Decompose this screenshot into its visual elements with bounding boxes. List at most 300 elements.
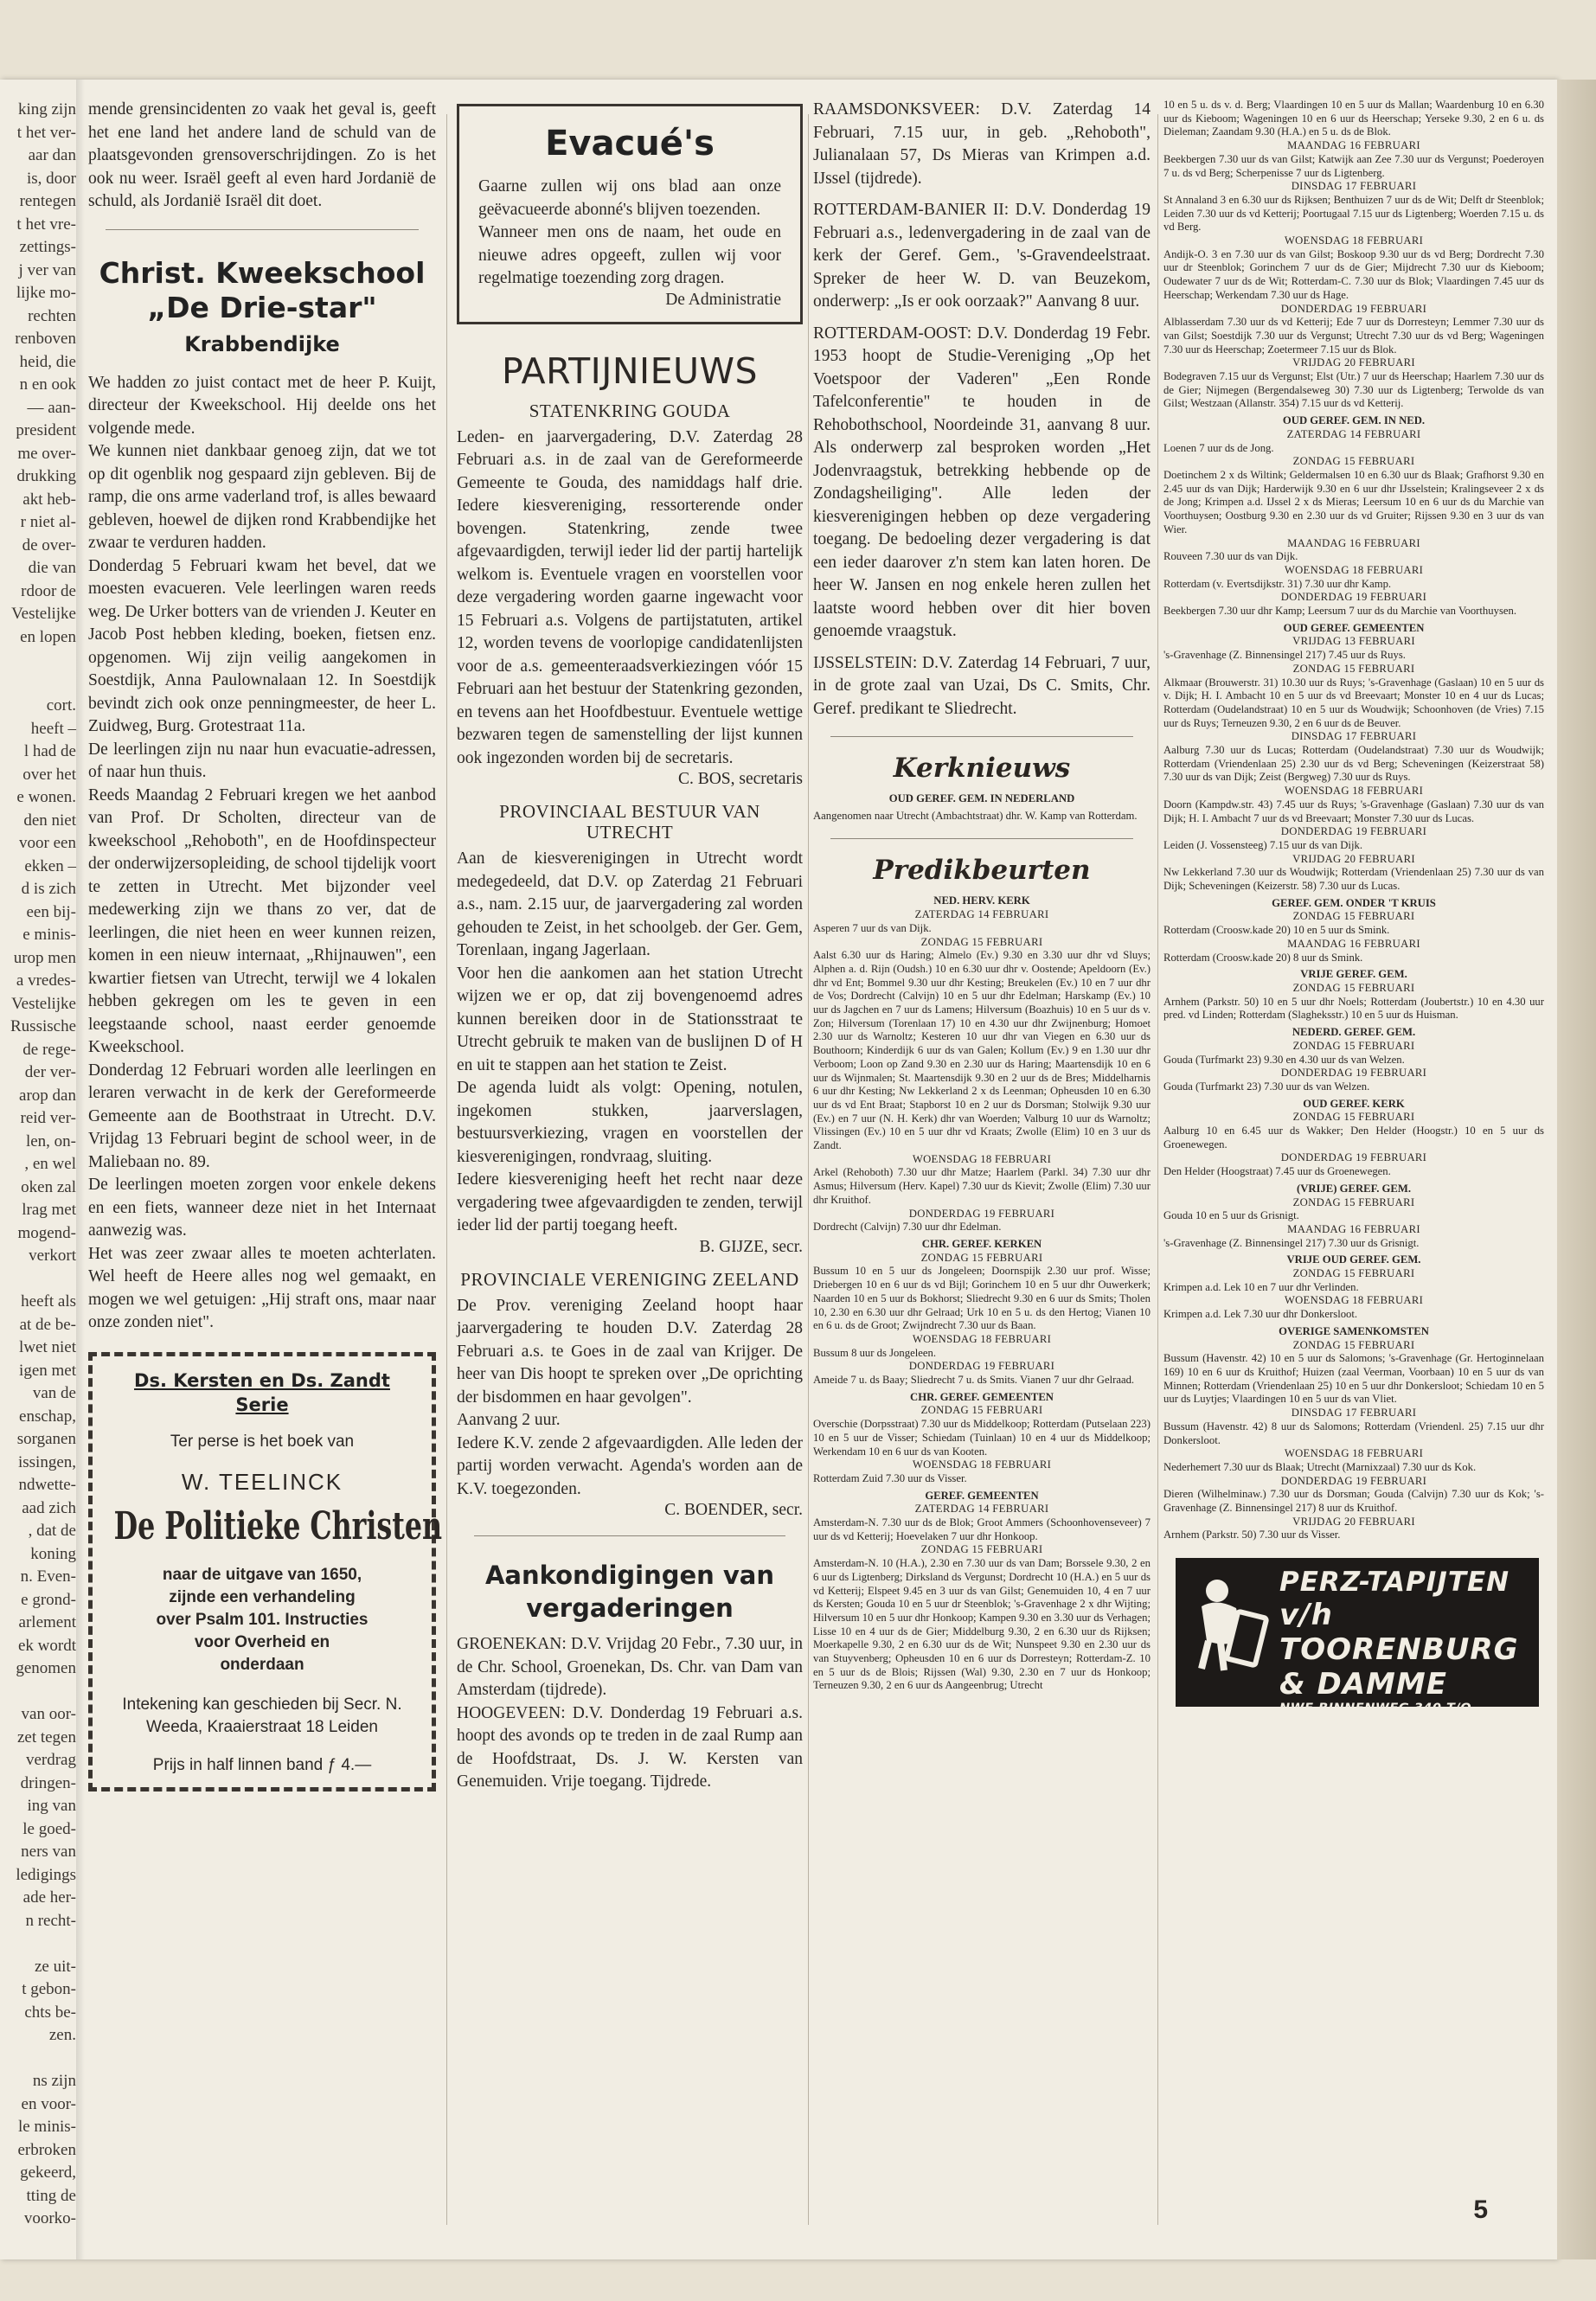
article-paragraph: Donderdag 5 Februari kwam het bevel, dat we moesten evacueren. Vele leerlingen waren reeds weg. De Urker botters van de vrienden J. Keuter en Jacob Post hebben kleding, boeken, fietsen enz. opgenomen. Wij zijn veilig aangekomen in Soestdijk, Anna Paulownalaan 12. In Soestdijk bevindt zich ook onze penningmeester, de heer L. Zuidweg, Burg. Grotestraat 11a. bbox=[88, 556, 436, 735]
fragment-line: ners van bbox=[21, 1843, 76, 1861]
day-heading: WOENSDAG 18 FEBRUARI bbox=[912, 1152, 1052, 1165]
service-block bbox=[813, 1153, 1151, 1208]
fragment-line: Russische bbox=[10, 1017, 76, 1035]
service-listing: 10 en 5 u. ds v. d. Berg; Vlaardingen 10 en 5 uur ds Mallan; Waardenburg 10 en 6.30 uur ds Kieboom; Wageningen 10 en 6 uur ds Heerschap; Yerseke 9.30, 2 en 6 u. ds Dieleman; Zaandam 9.30 (H.A.) en 5 u. ds de Blok. bbox=[1163, 99, 1544, 138]
service-listing: Aalburg 10 en 6.45 uur ds Wakker; Den Helder (Hoogstr.) 10 en 5 uur ds Groenewegen. bbox=[1163, 1125, 1544, 1150]
announcement-hoogeveen: HOOGEVEEN: D.V. Donderdag 19 Februari a.s. hoopt des avonds op te treden in de zaal Rump aan de Hoofdstraat, Ds. J. W. Kersten van Genemuiden. Vrije toegang. Tijdrede. bbox=[457, 1703, 803, 1791]
fragment-line: Vestelijke bbox=[11, 994, 76, 1013]
day-heading: VRIJDAG 20 FEBRUARI bbox=[1292, 1515, 1415, 1528]
ad-line-3: & DAMME bbox=[1279, 1667, 1447, 1702]
fragment-line: e grond- bbox=[21, 1590, 76, 1609]
day-heading: DONDERDAG 19 FEBRUARI bbox=[1280, 825, 1427, 838]
fragment-line: verdrag bbox=[25, 1751, 76, 1769]
service-block bbox=[1163, 455, 1544, 536]
denomination-heading: (VRIJE) GEREF. GEM. bbox=[1296, 1182, 1412, 1195]
fragment-line: ledigings bbox=[16, 1865, 76, 1884]
service-block bbox=[1163, 564, 1544, 591]
fragment-line: erbroken bbox=[17, 2140, 76, 2159]
service-listing: Bussum (Havenstr. 42) 8 uur ds Salomons; Rotterdam (Vriendenl. 25) 7.15 uur dhr Donkersloot. bbox=[1163, 1420, 1544, 1446]
article-paragraph: We hadden zo juist contact met de heer P. Kuijt, directeur der Kweekschool. Hij deelde ons het volgende mede. bbox=[88, 373, 436, 438]
denomination-heading: OVERIGE SAMENKOMSTEN bbox=[1279, 1324, 1429, 1337]
fragment-line: akt heb- bbox=[22, 490, 76, 509]
day-heading: MAANDAG 16 FEBRUARI bbox=[1287, 937, 1420, 950]
service-listing: Bodegraven 7.15 uur ds Vergunst; Elst (Utr.) 7 uur ds Heerschap; Haarlem 7.30 uur ds de Gier; Nijmegen (Bergendalseweg 30) 7.30 uur ds Ligtenberg; Terwolde ds van Gilst; Westzaan (Allanstr. 354) 7.15 uur ds vd Ketterij. bbox=[1163, 370, 1544, 410]
service-block bbox=[1163, 968, 1544, 1022]
column-rule bbox=[446, 114, 447, 2225]
fragment-line: heeft als bbox=[21, 1292, 76, 1311]
fragment-line: le minis- bbox=[17, 2118, 76, 2136]
article-paragraph: Reeds Maandag 2 Februari kregen we het aanbod van Prof. Dr Scholten, directeur van de kweekschool „Rehoboth", en de Hoofdinspecteur der onderwijzersopleiding, de school tijdelijk voort te zetten in Utrecht. Met bijzonder veel medewerking zijn we thans zo ver, dat de leerlingen, die niet heen en weer kunnen reizen, komen in een nieuw internaat, „Rhijnauwen", een kwartier fietsen van Utrecht, terwijl we 4 lokalen hebben gekregen om les te geven in een leegstaande school, naast eerder genoemde Kweekschool. bbox=[88, 785, 436, 1056]
fragment-line: voor een bbox=[19, 834, 76, 852]
denomination-heading: GEREF. GEMEENTEN bbox=[925, 1489, 1039, 1502]
service-listing: Beekbergen 7.30 uur dhr Kamp; Leersum 7 uur ds du Marchie van Voorthuysen. bbox=[1163, 605, 1517, 618]
fragment-line: en lopen bbox=[20, 627, 76, 646]
service-listing: Gouda 10 en 5 uur ds Grisnigt. bbox=[1163, 1209, 1299, 1222]
service-block bbox=[1163, 1325, 1544, 1407]
service-listing: Arkel (Rehoboth) 7.30 uur dhr Matze; Haarlem (Parkl. 34) 7.30 uur dhr Asmus; Hilversum (Herv. Kapel) 7.30 uur ds Kievit; Zwolle (Elim) 7.30 uur dhr Kruithof. bbox=[813, 1166, 1151, 1206]
service-block bbox=[1163, 1067, 1544, 1093]
utrecht-paragraph-3: De agenda luidt als volgt: Opening, notulen, ingekomen stukken, jaarverslagen, bestuursverkiezing, vragen en voorstellen der kiesverenigingen, rondvraag, sluiting. bbox=[457, 1079, 803, 1166]
fragment-line: n recht- bbox=[25, 1911, 76, 1930]
fragment-line: at de be- bbox=[19, 1315, 76, 1334]
fragment-line: l had de bbox=[23, 742, 76, 760]
service-block bbox=[1163, 303, 1544, 357]
fragment-line: lwet niet bbox=[19, 1338, 76, 1356]
service-listing: Rotterdam (Croosw.kade 20) 10 en 5 uur ds Smink. bbox=[1163, 924, 1390, 937]
day-heading: WOENSDAG 18 FEBRUARI bbox=[1284, 563, 1424, 576]
service-listing: Nw Lekkerland 7.30 uur ds Woudwijk; Rotterdam (Vriendenlaan 25) 7.30 uur ds van Dijk; Scheveningen (Keizerstr. 58) 7.30 uur ds Lucas. bbox=[1163, 866, 1544, 893]
kerknieuws-section bbox=[813, 792, 1151, 823]
service-listing: Rotterdam Zuid 7.30 uur ds Visser. bbox=[813, 1471, 967, 1484]
fragment-line: zen. bbox=[48, 2026, 76, 2044]
day-heading: WOENSDAG 18 FEBRUARI bbox=[912, 1458, 1052, 1471]
fragment-line: le goed- bbox=[22, 1819, 76, 1838]
service-listing: Asperen 7 uur ds van Dijk. bbox=[813, 921, 932, 934]
fragment-line: Vestelijke bbox=[11, 605, 76, 623]
service-block bbox=[1163, 356, 1544, 411]
divider bbox=[830, 838, 1133, 839]
ad-line-5: ROTTERDAM TELEFOON 34136 bbox=[1279, 1729, 1505, 1744]
day-heading: ZONDAG 15 FEBRUARI bbox=[1292, 662, 1415, 675]
page-edge bbox=[1557, 80, 1596, 2259]
series-title: Ds. Kersten en Ds. Zandt bbox=[134, 1369, 390, 1391]
service-block bbox=[813, 1333, 1151, 1360]
fragment-line bbox=[0, 672, 76, 695]
page-number: 5 bbox=[1473, 2195, 1488, 2224]
book-price: Prijs in half linnen band ƒ 4.— bbox=[152, 1755, 372, 1774]
service-block bbox=[1163, 180, 1544, 234]
kerknieuws-text: Aangenomen naar Utrecht (Ambachtstraat) dhr. W. Kamp van Rotterdam. bbox=[813, 809, 1138, 822]
service-block bbox=[1163, 825, 1544, 852]
service-block bbox=[813, 1238, 1151, 1333]
service-listing: Beekbergen 7.30 uur ds van Gilst; Katwijk aan Zee 7.30 uur ds Vergunst; Poederoyen 7 u. ds vd Berg; Scherpenisse 7 uur ds Ligtenberg. bbox=[1163, 152, 1544, 179]
denomination-heading: OUD GEREF. KERK bbox=[1303, 1097, 1405, 1110]
service-listing: Aalst 6.30 uur ds Haring; Almelo (Ev.) 9.30 en 3.30 uur dhr vd Sluys; Alphen a. d. Rijn (Oudsh.) 10 en 6.30 uur dhr v. Oostende; Apeldoorn (Ev.) dhr vd Ent; Bommel 9.30 uur dhr Kesting; Breukelen (Ev.) 10 en 7 uur dhr de Vos; Dordrecht (Calvijn) 10 en 5 uur dhr Edelman; Harskamp (Ev.) 10 uur ds Jagchen en 7 uur ds Lamens; Hilversum (Boazhuis) 10 en 5 uur ds v. Zon; Hilversum (Torenlaan 17) 10 en 4.30 uur dhr Zwijnenburg; Homoet 2.30 uur ds Warnoltz; Kesteren 10 uur dhr van Viegen en 6.30 uur ds Bouthoorn; Kinderdijk 6 uur ds van Galen; Kollum (Ev.) 9 en 1.30 uur dhr Verboom; Loon op Zand 9.30 en 2.30 uur ds Haring; Maartensdijk 10 en 6 uur ds Wijnmalen; St. Maartensdijk 9.30 en 2 uur ds de Bres; Middelharnis 6 uur dhr Kesting; Nw Lekkerland 2 x ds Leenman; Opheusden 10 en 6.30 uur ds vd Ent Braat; Stapborst 10 en 2 uur ds Dorsman; Stolwijk 9.30 uur (Ev.) en 7 uur (N. H. Kerk) dhr van Woerden; Valburg 10 uur ds Warnoltz; Vlissingen (Ev.) 10 en 5 uur dhr vd Kraats; Zwolle (Elim) 10 en 3 uur ds Zandt. bbox=[813, 949, 1151, 1152]
kweekschool-headline-3: Krabbendijke bbox=[184, 331, 340, 356]
day-heading: ZATERDAG 14 FEBRUARI bbox=[914, 1503, 1049, 1516]
service-block bbox=[813, 1490, 1151, 1544]
service-listing: Krimpen a.d. Lek 7.30 uur dhr Donkersloot. bbox=[1163, 1308, 1358, 1321]
fragment-line: lijke mo- bbox=[16, 284, 76, 302]
fragment-line: j ver van bbox=[18, 260, 76, 279]
service-block bbox=[1163, 1294, 1544, 1321]
service-listing: Dieren (Wilhelminaw.) 7.30 uur ds Dorsman; Gouda (Calvijn) 7.30 uur ds Kok; 's-Gravenhage (Z. Binnensingel 217) 8 uur ds Kruithof. bbox=[1163, 1488, 1544, 1515]
denomination-heading: NED. HERV. KERK bbox=[933, 894, 1030, 907]
fragment-line: lrag met bbox=[22, 1201, 76, 1219]
day-heading: ZATERDAG 14 FEBRUARI bbox=[1286, 427, 1421, 440]
day-heading: DONDERDAG 19 FEBRUARI bbox=[1280, 1151, 1427, 1164]
fragment-line: r niet al- bbox=[20, 513, 76, 531]
fragment-line: rentegen bbox=[19, 192, 76, 210]
fragment-line: heid, die bbox=[19, 352, 76, 371]
ad-line-4: NWE BINNENWEG 340 T/O PLANTSOEN bbox=[1279, 1702, 1472, 1730]
day-heading: WOENSDAG 18 FEBRUARI bbox=[1284, 234, 1424, 247]
service-block bbox=[1163, 938, 1544, 965]
kweekschool-headline-2: „De Drie-star" bbox=[147, 290, 377, 324]
day-heading: DINSDAG 17 FEBRUARI bbox=[1291, 1407, 1417, 1420]
fragment-line: een bij- bbox=[26, 902, 76, 921]
day-heading: ZONDAG 15 FEBRUARI bbox=[1292, 1195, 1415, 1208]
column-rule bbox=[808, 114, 809, 2225]
series-subtitle: Serie bbox=[235, 1394, 289, 1415]
day-heading: ZONDAG 15 FEBRUARI bbox=[920, 935, 1043, 948]
service-listing: Doetinchem 2 x ds Wiltink; Geldermalsen 10 en 6.30 uur ds Blaak; Grafhorst 9.30 en 2.45 uur ds van Dijk; Harderwijk 9.30 en 6 uur dhr IJsselstein; Kralingseveer 2 x ds de Jong; Krimpen a.d. IJssel 2 x ds Mieras; Leersum 10 en 6 uur ds du Marchie van Voorthuysen; Oostburg 9.30 en 2.30 uur ds vd Gruiter; Rijssen 9.30 en 3 uur ds van Wier. bbox=[1163, 468, 1544, 535]
day-heading: ZONDAG 15 FEBRUARI bbox=[1292, 910, 1415, 923]
day-heading: WOENSDAG 18 FEBRUARI bbox=[912, 1332, 1052, 1345]
service-listing: Andijk-O. 3 en 7.30 uur ds van Gilst; Boskoop 9.30 uur ds vd Berg; Dordrecht 7.30 uur dr Steenblok; Gorinchem 7 uur ds de Gier; Mijdrecht 7.30 uur ds Kieboom; Oudewater 7 uur ds de Wit; Rotterdam-C. 7.30 uur ds Blok; Vlaardingen 7.45 uur ds Heerschap; Werkendam 7.30 uur ds Hage. bbox=[1163, 247, 1544, 301]
service-block bbox=[1163, 897, 1544, 938]
service-block bbox=[1163, 537, 1544, 564]
fragment-line: ns zijn bbox=[32, 2072, 76, 2090]
zeeland-heading: PROVINCIALE VERENIGING ZEELAND bbox=[460, 1268, 799, 1290]
service-block bbox=[1163, 1516, 1544, 1542]
denomination-heading: GEREF. GEM. ONDER 'T KRUIS bbox=[1272, 896, 1436, 909]
service-listing: Aalburg 7.30 uur ds Lucas; Rotterdam (Oudelandstraat) 7.30 uur ds Woudwijk; Rotterdam (Vriendenlaan 25) 2.30 uur ds vd Berg; Scheveningen (Keizerstraat 58) 7.30 uur ds van Dijk; Zeist (Bergweg) 7.30 uur ds Ruys. bbox=[1163, 744, 1544, 784]
fragment-line: issingen, bbox=[17, 1452, 76, 1471]
service-listing: Alkmaar (Brouwerstr. 31) 10.30 uur ds Ruys; 's-Gravenhage (Gaslaan) 10 en 5 uur ds v. Dijk; H. I. Ambacht 10 en 5 uur ds vd Breevaart; Monster 10 en 4 uur ds Lucas; Rotterdam (Oudelandstraat) 10 en 5 uur ds Woudwijk; Schoonhoven (de Vries) 7.15 uur ds Ruys; Terneuzen 9.30, 2 en 6 uur ds de Beuver. bbox=[1163, 676, 1544, 729]
day-heading: DONDERDAG 19 FEBRUARI bbox=[1280, 302, 1427, 315]
fragment-line: is, door bbox=[27, 169, 76, 188]
fragment-line: d is zich bbox=[21, 880, 76, 898]
book-title: De Politieke Christen bbox=[113, 1503, 443, 1548]
fragment-line: gekeerd, bbox=[20, 2163, 76, 2182]
day-heading: ZONDAG 15 FEBRUARI bbox=[1292, 982, 1415, 994]
service-listing: Gouda (Turfmarkt 23) 9.30 en 4.30 uur ds van Welzen. bbox=[1163, 1053, 1405, 1066]
announcement-ijsselstein: IJSSELSTEIN: D.V. Zaterdag 14 Februari, 7 uur, in de grote zaal van Uzai, Ds C. Smits, Chr. Geref. predikant te Sliedrecht. bbox=[813, 653, 1151, 718]
evacues-box bbox=[457, 104, 803, 324]
article-paragraph: Het was zeer zwaar alles te moeten achterlaten. Wel heeft de Heere alles nog wel gemaakt, en mogen we wel getuigen: „Hij straft ons, maar naar onze zonden niet". bbox=[88, 1244, 436, 1331]
service-block bbox=[1163, 1407, 1544, 1447]
day-heading: DONDERDAG 19 FEBRUARI bbox=[1280, 1474, 1427, 1487]
divider bbox=[830, 736, 1133, 737]
divider bbox=[474, 1535, 785, 1536]
day-heading: MAANDAG 16 FEBRUARI bbox=[1287, 139, 1420, 152]
evacues-title: Evacué's bbox=[545, 124, 715, 163]
fragment-line: koning bbox=[30, 1544, 76, 1563]
service-block bbox=[1163, 414, 1544, 455]
service-block bbox=[1163, 1026, 1544, 1067]
service-block bbox=[1163, 99, 1544, 139]
service-block bbox=[1163, 1475, 1544, 1516]
fragment-line: de rege- bbox=[22, 1040, 76, 1059]
day-heading: VRIJDAG 20 FEBRUARI bbox=[1292, 356, 1415, 369]
service-listing: 's-Gravenhage (Z. Binnensingel 217) 7.30 uur ds Grisnigt. bbox=[1163, 1236, 1420, 1249]
fragment-line: igen met bbox=[19, 1361, 76, 1380]
service-block bbox=[813, 894, 1151, 935]
fragment-line: en voor- bbox=[21, 2094, 76, 2113]
day-heading: VRIJDAG 13 FEBRUARI bbox=[1292, 635, 1415, 648]
fragment-line: die van bbox=[28, 559, 76, 577]
book-author: W. TEELINCK bbox=[181, 1468, 343, 1495]
day-heading: ZONDAG 15 FEBRUARI bbox=[1292, 1039, 1415, 1052]
day-heading: ZATERDAG 14 FEBRUARI bbox=[914, 908, 1049, 921]
day-heading: ZONDAG 15 FEBRUARI bbox=[920, 1404, 1043, 1417]
announcement-rotterdam-oost: ROTTERDAM-OOST: D.V. Donderdag 19 Febr. 1953 hoopt de Studie-Vereniging „Op het Voetspoor der Vaderen" „Een Ronde Tafelconferentie" te houden in de Rehobothschool, Noordeinde 31, aanvang 8 uur. Als onderwerp zal besproken worden „Het Jodenvraagstuk, betrekking hebbende op de Zondagsheiliging". Alle leden der kiesverenigingen hebben op deze vergadering toegang. De bedoeling dezer vergadering is dat een ieder daarover z'n stem kan laten horen. De heer W. Jansen en nog enkele heren zullen het laatste woord hebben over dit hier boven genoemde vraagstuk. bbox=[813, 324, 1151, 640]
fragment-line: cort. bbox=[46, 696, 76, 715]
utrecht-paragraph-4: Iedere kiesvereniging heeft het recht naar deze vergadering twee afgevaardigden te zenden, terwijl ieder lid der partij toegang heeft. bbox=[457, 1170, 803, 1234]
fragment-line: van de bbox=[32, 1384, 76, 1402]
fragment-line: voorko- bbox=[23, 2209, 76, 2227]
fragment-line: chts be- bbox=[24, 2003, 76, 2022]
day-heading: VRIJDAG 20 FEBRUARI bbox=[1292, 852, 1415, 865]
service-listing: Leiden (J. Vossensteeg) 7.15 uur ds van Dijk. bbox=[1163, 838, 1362, 851]
column-2 bbox=[457, 99, 803, 1794]
service-block bbox=[813, 1543, 1151, 1693]
fragment-line: aad zich bbox=[22, 1498, 76, 1517]
article-paragraph: De leerlingen moeten zorgen voor enkele dekens en een fiets, wanneer deze niet in het Internaat aanwezig was. bbox=[88, 1176, 436, 1240]
partijnieuws-title: PARTIJNIEUWS bbox=[501, 349, 759, 392]
service-listing: Bussum 8 uur ds Jongeleen. bbox=[813, 1346, 937, 1359]
fragment-line: drukking bbox=[16, 467, 76, 485]
fragment-line: e minis- bbox=[22, 926, 76, 944]
fragment-line: sorganen bbox=[16, 1430, 76, 1448]
aankondigingen-title-2: vergaderingen bbox=[526, 1593, 734, 1623]
perz-tapijten-advertisement bbox=[1176, 1558, 1539, 1744]
fragment-line: ekken – bbox=[24, 856, 76, 875]
service-listing: Arnhem (Parkstr. 50) 10 en 5 uur dhr Noels; Rotterdam (Joubertstr.) 10 en 4.30 uur pred. vd Linden; Rotterdam (Slagheksstr.) 10 en 5 uur ds Huisman. bbox=[1163, 995, 1544, 1022]
aankondigingen-title-1: Aankondigingen van bbox=[484, 1561, 775, 1590]
day-heading: ZONDAG 15 FEBRUARI bbox=[1292, 455, 1415, 468]
service-listing: Krimpen a.d. Lek 10 en 7 uur dhr Verlinden. bbox=[1163, 1280, 1359, 1293]
day-heading: DONDERDAG 19 FEBRUARI bbox=[908, 1360, 1055, 1373]
kerknieuws-subheading: OUD GEREF. GEM. IN NEDERLAND bbox=[888, 792, 1075, 804]
fragment-line: a vredes- bbox=[16, 971, 76, 990]
utrecht-signature: B. GIJZE, secr. bbox=[699, 1237, 803, 1256]
denomination-heading: CHR. GEREF. GEMEENTEN bbox=[910, 1390, 1054, 1403]
service-listing: 's-Gravenhage (Z. Binnensingel 217) 7.45 uur ds Ruys. bbox=[1163, 649, 1406, 662]
fragment-line: len, on- bbox=[25, 1131, 76, 1150]
fragment-line: arlement bbox=[18, 1613, 76, 1631]
zeeland-paragraph-2: Aanvang 2 uur. bbox=[457, 1411, 561, 1429]
service-block bbox=[1163, 785, 1544, 825]
service-block bbox=[1163, 1183, 1544, 1223]
day-heading: MAANDAG 16 FEBRUARI bbox=[1287, 1222, 1420, 1235]
day-heading: WOENSDAG 18 FEBRUARI bbox=[1284, 785, 1424, 798]
denomination-heading: VRIJE GEREF. GEM. bbox=[1300, 968, 1407, 981]
service-listing: Ameide 7 u. ds Baay; Sliedrecht 7 u. ds Smits. Vianen 7 uur dhr Gelraad. bbox=[813, 1374, 1135, 1387]
service-block bbox=[1163, 730, 1544, 785]
evacues-paragraph-1: Gaarne zullen wij ons blad aan onze geëvacueerde abonné's blijven toezenden. bbox=[478, 177, 781, 219]
service-block bbox=[1163, 1098, 1544, 1152]
day-heading: WOENSDAG 18 FEBRUARI bbox=[1284, 1294, 1424, 1307]
zeeland-paragraph-3: Iedere K.V. zende 2 afgevaardigden. Alle leden der partij worden verwacht. Agenda's worden aan de K.V. toegezonden. bbox=[457, 1433, 803, 1498]
fragment-line: reid ver- bbox=[20, 1109, 76, 1127]
fragment-line: oken zal bbox=[21, 1177, 76, 1196]
service-block bbox=[813, 1360, 1151, 1387]
day-heading: DINSDAG 17 FEBRUARI bbox=[1291, 730, 1417, 743]
fragment-line: n. Even- bbox=[20, 1567, 76, 1586]
service-listing: Overschie (Dorpsstraat) 7.30 uur ds Middelkoop; Rotterdam (Putselaan 223) 10 en 5 uur de Visser; Schiedam (Tuinlaan) 10 en 4 uur ds Middelkoop; Werkendam 10 en 6 uur ds van Kooten. bbox=[813, 1418, 1151, 1458]
denomination-heading: VRIJE OUD GEREF. GEM. bbox=[1286, 1253, 1421, 1266]
ad-line-2: v/h TOORENBURG bbox=[1279, 1598, 1519, 1668]
kerknieuws-title: Kerknieuws bbox=[893, 753, 1071, 784]
article-paragraph: Donderdag 12 Februari worden alle leerlingen en leraren verwacht in de kerk der Gereformeerde Gemeente aan de Boothstraat in Utrecht. D.V. Vrijdag 13 Februari begint de school weer, in de Maliebaan no. 89. bbox=[88, 1061, 436, 1171]
service-block bbox=[1163, 1223, 1544, 1250]
column-4 bbox=[1163, 99, 1544, 1744]
denomination-heading: OUD GEREF. GEM. IN NED. bbox=[1282, 414, 1426, 427]
fragment-line: e wonen. bbox=[16, 788, 76, 806]
fragment-line: rdoor de bbox=[21, 581, 76, 600]
fragment-line: der ver- bbox=[24, 1063, 76, 1081]
fragment-line: t gebon- bbox=[22, 1980, 76, 1998]
fragment-line: t het ver- bbox=[16, 123, 76, 142]
carpet-man-icon bbox=[1183, 1572, 1272, 1676]
day-heading: ZONDAG 15 FEBRUARI bbox=[1292, 1338, 1415, 1351]
column-rule bbox=[1157, 114, 1158, 2225]
fragment-line bbox=[0, 2048, 76, 2071]
article-paragraph: We kunnen niet dankbaar genoeg zijn, dat we tot op dit ogenblik nog gespaard zijn gebleven. Bij de ramp, die ons arme vaderland trof, is alles bewaard gebleven, hoewel de dijken rond Krabbendijke het zwaar te verduren hadden. bbox=[88, 442, 436, 552]
day-heading: DONDERDAG 19 FEBRUARI bbox=[1280, 591, 1427, 604]
column-1 bbox=[88, 99, 443, 1791]
service-block bbox=[1163, 853, 1544, 894]
fragment-line: mogend- bbox=[17, 1223, 76, 1242]
fragment-line: ndwette- bbox=[18, 1476, 76, 1494]
intro-paragraph: mende grensincidenten zo vaak het geval is, geeft het ene land het andere land de schuld van de plaatsgevonden grensoverschrijdingen. Zo is het ook nu weer. Israël geeft al even hard Jordanië de schuld, als Jordanië Israël dit doet. bbox=[88, 100, 436, 210]
service-listing: Rotterdam (v. Evertsdijkstr. 31) 7.30 uur dhr Kamp. bbox=[1163, 577, 1392, 590]
book-order-info: Intekening kan geschieden bij Secr. N. Weeda, Kraaierstraat 18 Leiden bbox=[122, 1695, 402, 1736]
fragment-line: n en ook bbox=[19, 375, 76, 394]
utrecht-paragraph-1: Aan de kiesverenigingen in Utrecht wordt medegedeeld, dat D.V. op Zaterdag 21 Februari a.s., nam. 2.15 uur, de jaarvergadering zal worden gehouden te Zeist, in het schoolgeb. der Ger. Gem, Torenlaan, ingang Jagerlaan. bbox=[457, 849, 803, 959]
fragment-line: genomen bbox=[16, 1659, 76, 1677]
service-listing: Bussum 10 en 5 uur ds Jongeleen; Doornspijk 2.30 uur prof. Wisse; Driebergen 10 en 6 uur ds vd Bijl; Gorinchem 10 en 5 uur dhr Ouwerkerk; Naarden 10 en 5 uur ds Bokhorst; Sliedrecht 9.30 en 6 uur ds Smits; Tholen 10, 2.30 en 6.30 uur dhr Gelraad; Urk 10 en 5 u. ds den Hertog; Vianen 10 en 6 u. ds de Groot; Zwijndrecht 7.30 uur ds Baan. bbox=[813, 1265, 1151, 1332]
article-paragraph: De leerlingen zijn nu naar hun evacuatie-adressen, of naar hun thuis. bbox=[88, 740, 436, 781]
day-heading: DINSDAG 17 FEBRUARI bbox=[1291, 180, 1417, 193]
service-listing: St Annaland 3 en 6.30 uur ds Rijksen; Benthuizen 7 uur ds de Wit; Delft dr Steenblok; Leiden 7.30 uur ds vd Ketterij; Poortugaal 7.15 uur ds Ligtenberg; Woerden 7.15 u. ds vd Berg. bbox=[1163, 193, 1544, 234]
evacues-signature: De Administratie bbox=[665, 290, 781, 309]
book-intro-line: Ter perse is het boek van bbox=[170, 1432, 355, 1451]
service-block bbox=[813, 936, 1151, 1153]
fragment-line: zettings- bbox=[19, 238, 76, 256]
service-listing: Bussum (Havenstr. 42) 10 en 5 uur ds Salomons; 's-Gravenhage (Gr. Hertoginnelaan 169) 10 en 6 uur ds Kruithof; Huizen (zaal Veerman, Voorbaan) 10 en 5 uur ds van Minnen; Rotterdam (Vriendenlaan 25) 10 en 5 uur dhr Donkersloot; Schiedam 10 en 5 uur ds Luytjes; Vlaardingen 10 en 5 uur ds van Vliet. bbox=[1163, 1352, 1544, 1406]
service-listing: Rouveen 7.30 uur ds van Dijk. bbox=[1163, 550, 1298, 563]
fragment-line bbox=[0, 1268, 76, 1292]
service-block bbox=[1163, 1447, 1544, 1474]
fragment-line: verkort bbox=[29, 1247, 76, 1265]
kweekschool-headline-1: Christ. Kweekschool bbox=[99, 255, 426, 290]
evacues-paragraph-2: Wanneer men ons de naam, het oude en nieuwe adres opgeeft, zullen wij voor regelmatige toezending zorg dragen. bbox=[478, 223, 781, 287]
fragment-line: ze uit- bbox=[34, 1957, 76, 1976]
denomination-heading: CHR. GEREF. KERKEN bbox=[921, 1237, 1042, 1250]
day-heading: MAANDAG 16 FEBRUARI bbox=[1287, 536, 1420, 549]
fragment-line: aar dan bbox=[28, 146, 76, 164]
fragment-line bbox=[0, 649, 76, 672]
fragment-line: tting de bbox=[26, 2186, 76, 2205]
zeeland-paragraph-1: De Prov. vereniging Zeeland hoopt haar jaarvergadering te houden D.V. Zaterdag 28 Februari a.s. te Goes in de zaal van Krijger. De heer van Dis hoopt te spreken over „De oprichting der bisdommen en haar gevolgen". bbox=[457, 1296, 803, 1407]
fragment-line: den niet bbox=[23, 811, 76, 830]
statenkring-gouda-text: Leden- en jaarvergadering, D.V. Zaterdag 28 Februari a.s. in de zaal van de Gereformeerde Gemeente te Gouda, des namiddags half drie. Iedere kiesvereniging, ressorterende onder bovengen. Statenkring, zende twee afgevaardigden, terwijl ieder lid der partij hartelijk welkom is. Eventuele vragen en voorstellen voor deze vergadering worden gaarne ingewacht voor 15 Februari a.s. Volgens de partijstatuten, artikel 12, worden tevens de voorlopige candidatenlijsten voor de a.s. gemeenteraadsverkiezingen vóór 15 Februari aan het bestuur der Statenkring gezonden, en tevens aan het Hoofdbestuur. Eventuele wettige bezwaren tegen de samenstelling der lijst kunnen ook ingezonden worden bij de secretaris. bbox=[457, 427, 803, 767]
announcement-raamsdonksveer: RAAMSDONKSVEER: D.V. Zaterdag 14 Februari, 7.15 uur, in geb. „Rehoboth", Julianalaan 57, Ds Mieras van Krimpen a.d. IJssel (tijdrede). bbox=[813, 100, 1151, 188]
fragment-line: , en wel bbox=[24, 1155, 76, 1173]
utrecht-paragraph-2: Voor hen die aankomen aan het station Utrecht wijzen we er op, dat zij bovengenoemd adres kunnen bereiken door in de Stationsstraat te Utrecht gebruik te maken van de buslijnen D of H en uit te stappen aan het station te Zeist. bbox=[457, 964, 803, 1074]
fragment-line: — aan- bbox=[27, 398, 76, 417]
service-block bbox=[1163, 139, 1544, 180]
ad-line-1: PERZ-TAPIJTEN bbox=[1279, 1567, 1510, 1599]
announcement-rotterdam-banier: ROTTERDAM-BANIER II: D.V. Donderdag 19 Februari a.s., ledenvergadering in de zaal van de kerk der Geref. Gem., 's-Gravendeelstraat. Spreker de heer W. D. van Beuzekom, onderwerp: „Is er ook oorzaak?" Aanvang 8 uur. bbox=[813, 201, 1151, 311]
fragment-line bbox=[0, 1932, 76, 1956]
fragment-line: ek wordt bbox=[17, 1636, 76, 1655]
service-listing: Amsterdam-N. 10 (H.A.), 2.30 en 7.30 uur ds van Dam; Borssele 9.30, 2 en 6 uur ds Ligtenberg; Dirksland ds Vergunst; Dordrecht 10 (H.A.) en 5 uur ds vd Ketterij; Elspeet 9.45 en 3 uur ds van Gilst; Genemuiden 10, 4 en 7 uur ds Kersten; Gouda 10 en 5 uur dr Steenblok; 's-Gravenhage 2 x dhr Wijting; Hilversum 10 en 5 uur dhr Honkoop; Kampen 9.30 en 3.30 uur ds Verhagen; Lisse 10 en 4 uur ds de Gier; Middelburg 9.30, 2 en 6.30 uur ds Rijksen; Moerkapelle 9.30, 2 en 6.30 uur ds de Wit; Nunspeet 9.30 en 2.30 uur ds van Stuyvenberg; Opheusden 10 en 6 uur ds Dorresteyn; Rotterdam-Z. 10 en 5 uur ds de Blois; Rijssen (Wal) 9.30, 2.30 en 7 uur ds Honkoop; Terneuzen 9.30, 2 en 6 uur ds Aangeenbrug; Utrecht bbox=[813, 1557, 1151, 1692]
fragment-line: van oor- bbox=[21, 1705, 76, 1723]
fragment-line: over het bbox=[22, 765, 76, 784]
left-column-fragments bbox=[0, 99, 76, 2231]
fragment-line: rechten bbox=[28, 306, 76, 325]
predikbeurten-list bbox=[813, 894, 1151, 1693]
service-block bbox=[813, 1391, 1151, 1459]
fragment-line: t het vre- bbox=[16, 215, 76, 234]
zeeland-signature: C. BOENDER, secr. bbox=[664, 1501, 803, 1519]
fragment-line: dringen- bbox=[20, 1773, 76, 1792]
service-listing: Doorn (Kampdw.str. 43) 7.45 uur ds Ruys; 's-Gravenhage (Gaslaan) 7.30 uur ds van Dijk; H. I. Ambacht 7 uur ds vd Breevaart; Monster 7.30 uur ds Lucas. bbox=[1163, 798, 1544, 824]
denomination-heading: NEDERD. GEREF. GEM. bbox=[1292, 1026, 1416, 1039]
service-listing: Rotterdam (Croosw.kade 20) 8 uur ds Smink. bbox=[1163, 951, 1363, 964]
day-heading: ZONDAG 15 FEBRUARI bbox=[920, 1543, 1043, 1556]
predikbeurten-continued bbox=[1163, 99, 1544, 1542]
service-listing: Amsterdam-N. 7.30 uur ds de Blok; Groot Ammers (Schoonhovenseveer) 7 uur ds vd Ketterij; Hoevelaken 7 uur dhr Honkoop. bbox=[813, 1516, 1151, 1542]
fragment-line bbox=[0, 1681, 76, 1704]
day-heading: DONDERDAG 19 FEBRUARI bbox=[908, 1207, 1055, 1220]
fragment-line: ade her- bbox=[22, 1888, 76, 1907]
day-heading: ZONDAG 15 FEBRUARI bbox=[1292, 1267, 1415, 1280]
service-block bbox=[813, 1458, 1151, 1485]
service-listing: Gouda (Turfmarkt 23) 7.30 uur ds van Welzen. bbox=[1163, 1080, 1370, 1093]
service-block bbox=[813, 1208, 1151, 1234]
fragment-line: heeft – bbox=[30, 719, 76, 738]
fragment-line: renboven bbox=[15, 330, 76, 348]
denomination-heading: OUD GEREF. GEMEENTEN bbox=[1283, 621, 1425, 634]
predikbeurten-title: Predikbeurten bbox=[873, 855, 1091, 887]
column-3 bbox=[813, 99, 1151, 1693]
day-heading: DONDERDAG 19 FEBRUARI bbox=[1280, 1067, 1427, 1080]
fragment-line: king zijn bbox=[17, 100, 76, 119]
service-block bbox=[1163, 622, 1544, 663]
service-listing: Dordrecht (Calvijn) 7.30 uur dhr Edelman. bbox=[813, 1221, 1002, 1234]
fragment-line: arop dan bbox=[19, 1086, 76, 1105]
day-heading: WOENSDAG 18 FEBRUARI bbox=[1284, 1447, 1424, 1460]
fragment-line: ing van bbox=[27, 1797, 76, 1815]
kweekschool-article bbox=[88, 372, 436, 1335]
statenkring-gouda-heading: STATENKRING GOUDA bbox=[529, 400, 731, 421]
fragment-line: de over- bbox=[22, 535, 76, 554]
fragment-line: zet tegen bbox=[16, 1727, 76, 1747]
service-block bbox=[1163, 1253, 1544, 1294]
service-listing: Alblasserdam 7.30 uur ds vd Ketterij; Ede 7 uur ds Dorresteyn; Lemmer 7.30 uur ds van Gilst; Soestdijk 7.30 uur ds Vergunst; Utrecht 7.30 uur ds vd Berg; Wageningen 7.30 uur ds Heerschap; Zoetermeer 7.15 uur ds Blok. bbox=[1163, 316, 1544, 356]
service-block bbox=[1163, 234, 1544, 303]
service-listing: Arnhem (Parkstr. 50) 7.30 uur ds Visser. bbox=[1163, 1529, 1341, 1541]
fragment-line: urop men bbox=[13, 948, 76, 967]
service-block bbox=[1163, 591, 1544, 618]
service-listing: Den Helder (Hoogstraat) 7.45 uur ds Groenewegen. bbox=[1163, 1165, 1391, 1178]
service-block bbox=[1163, 1151, 1544, 1178]
